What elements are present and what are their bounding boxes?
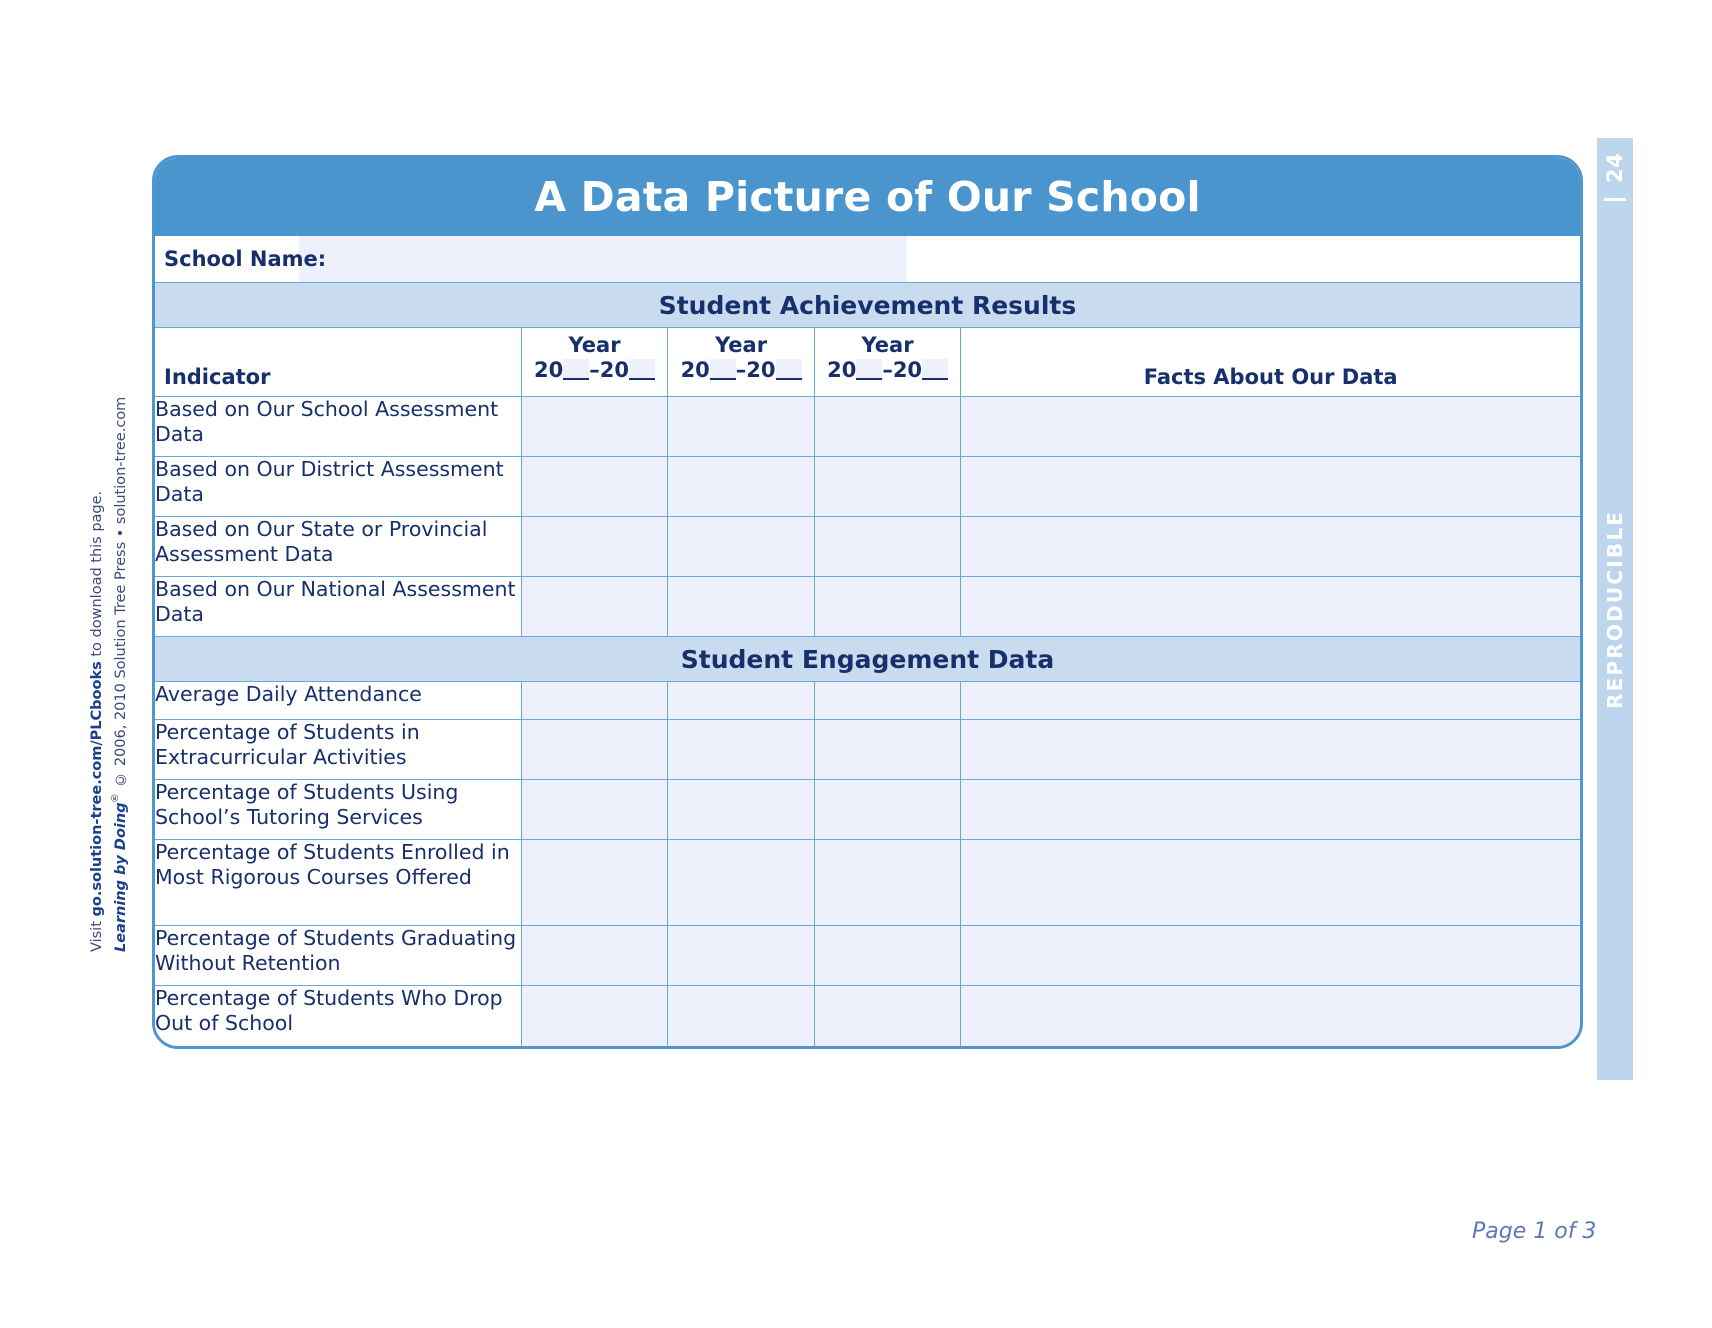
year-3-input[interactable] xyxy=(814,517,961,577)
year-2-input[interactable] xyxy=(668,926,815,986)
year-3-input[interactable] xyxy=(814,986,961,1046)
year-prefix-2b: 20 xyxy=(746,358,776,383)
credit-visit-prefix: Visit xyxy=(89,916,105,952)
year-1-input[interactable] xyxy=(521,682,668,720)
credit-url[interactable]: go.solution-tree.com/PLCbooks xyxy=(89,661,105,917)
year-1-input[interactable] xyxy=(521,720,668,780)
worksheet-table xyxy=(155,236,1580,1046)
table-row xyxy=(155,986,1580,1046)
year-dash-1: – xyxy=(589,358,600,383)
indicator-label: Based on Our State or Provincial Assessment Data xyxy=(155,517,521,577)
facts-input[interactable] xyxy=(961,720,1580,780)
column-header-year-3 xyxy=(814,328,961,397)
column-header-row xyxy=(155,328,1580,397)
credit-visit-suffix: to download this page. xyxy=(89,490,105,662)
registered-mark-icon: ® xyxy=(109,791,120,803)
year-dash-3: – xyxy=(882,358,893,383)
year-input-2b[interactable] xyxy=(776,359,802,380)
school-name-input[interactable] xyxy=(299,236,907,282)
year-1-input[interactable] xyxy=(521,780,668,840)
year-dash-2: – xyxy=(735,358,747,383)
school-name-cell[interactable] xyxy=(155,236,1580,283)
year-2-input[interactable] xyxy=(668,577,815,637)
year-label-3: Year xyxy=(861,333,914,357)
table-row xyxy=(155,517,1580,577)
worksheet-table-body xyxy=(155,236,1580,1046)
year-2-input[interactable] xyxy=(668,457,815,517)
facts-input[interactable] xyxy=(961,682,1580,720)
table-row xyxy=(155,780,1580,840)
year-3-input[interactable] xyxy=(814,457,961,517)
section-heading-text: Student Engagement Data xyxy=(680,645,1055,674)
year-3-input[interactable] xyxy=(814,780,961,840)
table-row xyxy=(155,397,1580,457)
year-2-input[interactable] xyxy=(668,840,815,926)
column-header-indicator xyxy=(155,328,521,397)
copyright-credit xyxy=(86,392,132,952)
year-3-input[interactable] xyxy=(814,720,961,780)
year-1-input[interactable] xyxy=(521,840,668,926)
facts-input[interactable] xyxy=(961,517,1580,577)
book-title: Learning by Doing xyxy=(112,802,129,952)
year-prefix-2a: 20 xyxy=(680,358,710,383)
reproducible-label: REPRODUCIBLE xyxy=(1603,509,1627,709)
column-header-indicator-text: Indicator xyxy=(164,365,271,389)
year-range-2 xyxy=(668,357,814,383)
facts-input[interactable] xyxy=(961,926,1580,986)
facts-input[interactable] xyxy=(961,840,1580,926)
credit-publisher: © 2006, 2010 Solution Tree Press • solution-tree.com xyxy=(112,396,129,792)
year-1-input[interactable] xyxy=(521,926,668,986)
page-title: A Data Picture of Our School xyxy=(534,173,1201,221)
credit-line-copyright xyxy=(110,392,128,952)
year-2-input[interactable] xyxy=(668,682,815,720)
year-range-1 xyxy=(522,357,668,383)
year-3-input[interactable] xyxy=(814,577,961,637)
section-heading-achievement xyxy=(155,283,1580,328)
indicator-label: Based on Our School Assessment Data xyxy=(155,397,521,457)
column-header-year-1 xyxy=(521,328,668,397)
year-2-input[interactable] xyxy=(668,986,815,1046)
year-input-3b[interactable] xyxy=(922,359,948,380)
worksheet-title-bar xyxy=(155,158,1580,236)
school-name-label: School Name: xyxy=(164,247,327,271)
column-header-year-2 xyxy=(668,328,815,397)
section-heading-engagement xyxy=(155,637,1580,682)
year-1-input[interactable] xyxy=(521,577,668,637)
year-input-1a[interactable] xyxy=(563,359,589,380)
year-prefix-1b: 20 xyxy=(599,358,630,383)
year-3-input[interactable] xyxy=(814,682,961,720)
reproducible-side-tab xyxy=(1597,138,1633,1080)
facts-input[interactable] xyxy=(961,986,1580,1046)
year-3-input[interactable] xyxy=(814,397,961,457)
column-header-facts xyxy=(961,328,1580,397)
indicator-label: Percentage of Students Enrolled in Most Rigorous Courses Offered xyxy=(155,840,521,926)
indicator-label: Average Daily Attendance xyxy=(155,682,521,720)
table-row xyxy=(155,840,1580,926)
year-label-2: Year xyxy=(715,333,768,357)
year-1-input[interactable] xyxy=(521,986,668,1046)
credit-line-download xyxy=(90,392,105,952)
table-row xyxy=(155,720,1580,780)
year-1-input[interactable] xyxy=(521,517,668,577)
indicator-label: Percentage of Students Who Drop Out of School xyxy=(155,986,521,1046)
year-2-input[interactable] xyxy=(668,517,815,577)
section-heading-row-engagement xyxy=(155,637,1580,682)
year-range-3 xyxy=(815,357,961,383)
year-1-input[interactable] xyxy=(521,457,668,517)
table-row xyxy=(155,926,1580,986)
year-1-input[interactable] xyxy=(521,397,668,457)
year-2-input[interactable] xyxy=(668,397,815,457)
column-header-facts-text: Facts About Our Data xyxy=(1143,365,1398,389)
school-name-row xyxy=(155,236,1580,283)
facts-input[interactable] xyxy=(961,397,1580,457)
year-prefix-3a: 20 xyxy=(827,358,857,383)
page-number: 24 xyxy=(1603,152,1627,184)
facts-input[interactable] xyxy=(961,780,1580,840)
year-input-3a[interactable] xyxy=(856,359,882,380)
indicator-label: Percentage of Students Using School’s Tutoring Services xyxy=(155,780,521,840)
facts-input[interactable] xyxy=(961,457,1580,517)
indicator-label: Percentage of Students Graduating Without Retention xyxy=(155,926,521,986)
year-prefix-3b: 20 xyxy=(892,358,923,383)
indicator-label: Percentage of Students in Extracurricular Activities xyxy=(155,720,521,780)
year-input-1b[interactable] xyxy=(629,359,655,380)
year-2-input[interactable] xyxy=(668,720,815,780)
facts-input[interactable] xyxy=(961,577,1580,637)
footer-page-indicator: Page 1 of 3 xyxy=(1472,1219,1597,1244)
indicator-label: Based on Our National Assessment Data xyxy=(155,577,521,637)
year-label-1: Year xyxy=(568,333,621,357)
year-prefix-1a: 20 xyxy=(534,358,564,383)
section-heading-row-achievement xyxy=(155,283,1580,328)
year-3-input[interactable] xyxy=(814,926,961,986)
table-row xyxy=(155,457,1580,517)
table-row xyxy=(155,682,1580,720)
data-picture-worksheet xyxy=(152,155,1583,1049)
year-2-input[interactable] xyxy=(668,780,815,840)
year-3-input[interactable] xyxy=(814,840,961,926)
table-row xyxy=(155,577,1580,637)
section-heading-text: Student Achievement Results xyxy=(658,291,1077,320)
indicator-label: Based on Our District Assessment Data xyxy=(155,457,521,517)
year-input-2a[interactable] xyxy=(710,359,736,380)
